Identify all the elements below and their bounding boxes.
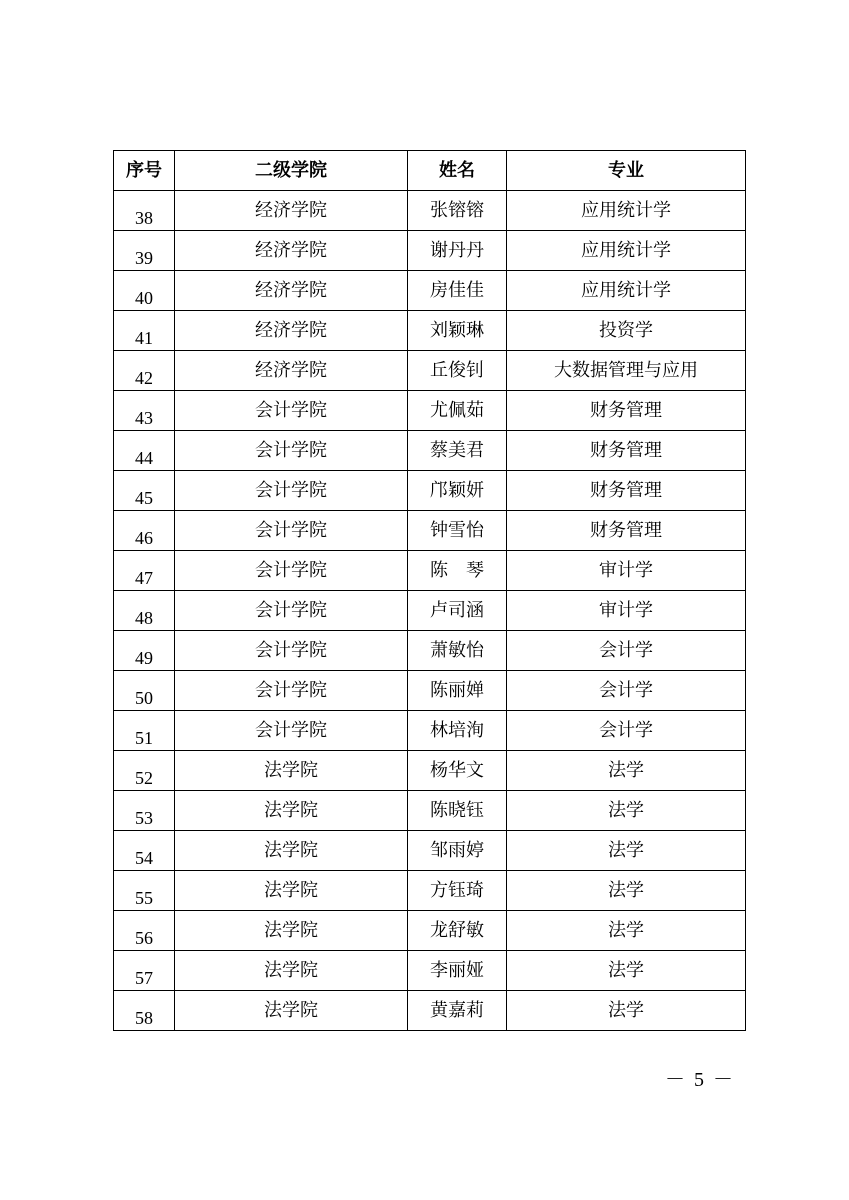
row-name: 杨华文 bbox=[408, 751, 507, 791]
row-name: 谢丹丹 bbox=[408, 231, 507, 271]
table-row bbox=[114, 551, 746, 591]
row-name: 邝颖妍 bbox=[408, 471, 507, 511]
row-major: 法学 bbox=[507, 791, 746, 831]
row-college: 会计学院 bbox=[175, 551, 408, 591]
row-number: 53 bbox=[114, 791, 175, 831]
row-college: 经济学院 bbox=[175, 271, 408, 311]
row-college: 法学院 bbox=[175, 991, 408, 1031]
table-row bbox=[114, 631, 746, 671]
roster-table bbox=[113, 150, 746, 1031]
table-row bbox=[114, 351, 746, 391]
row-college: 经济学院 bbox=[175, 231, 408, 271]
row-number: 57 bbox=[114, 951, 175, 991]
row-name: 房佳佳 bbox=[408, 271, 507, 311]
row-name: 刘颖琳 bbox=[408, 311, 507, 351]
row-name: 蔡美君 bbox=[408, 431, 507, 471]
table-row bbox=[114, 831, 746, 871]
row-college: 会计学院 bbox=[175, 591, 408, 631]
row-name: 李丽娅 bbox=[408, 951, 507, 991]
row-major: 大数据管理与应用 bbox=[507, 351, 746, 391]
row-major: 审计学 bbox=[507, 591, 746, 631]
row-college: 会计学院 bbox=[175, 671, 408, 711]
row-major: 法学 bbox=[507, 751, 746, 791]
row-college: 法学院 bbox=[175, 751, 408, 791]
page-number: － 5 － bbox=[665, 1069, 735, 1091]
table-row bbox=[114, 671, 746, 711]
row-number: 39 bbox=[114, 231, 175, 271]
row-major: 投资学 bbox=[507, 311, 746, 351]
row-college: 会计学院 bbox=[175, 711, 408, 751]
row-number: 40 bbox=[114, 271, 175, 311]
table-body bbox=[114, 191, 746, 1031]
row-name: 陈 琴 bbox=[408, 551, 507, 591]
row-number: 42 bbox=[114, 351, 175, 391]
row-name: 林培洵 bbox=[408, 711, 507, 751]
row-college: 法学院 bbox=[175, 911, 408, 951]
row-major: 财务管理 bbox=[507, 431, 746, 471]
row-major: 法学 bbox=[507, 951, 746, 991]
row-number: 45 bbox=[114, 471, 175, 511]
table-row bbox=[114, 271, 746, 311]
row-number: 47 bbox=[114, 551, 175, 591]
table-row bbox=[114, 791, 746, 831]
table-row bbox=[114, 231, 746, 271]
row-major: 会计学 bbox=[507, 671, 746, 711]
row-number: 52 bbox=[114, 751, 175, 791]
row-name: 萧敏怡 bbox=[408, 631, 507, 671]
row-college: 经济学院 bbox=[175, 191, 408, 231]
table-row bbox=[114, 911, 746, 951]
row-college: 法学院 bbox=[175, 951, 408, 991]
row-name: 黄嘉莉 bbox=[408, 991, 507, 1031]
row-college: 法学院 bbox=[175, 791, 408, 831]
row-college: 经济学院 bbox=[175, 351, 408, 391]
table-row bbox=[114, 191, 746, 231]
row-major: 法学 bbox=[507, 911, 746, 951]
table-row bbox=[114, 711, 746, 751]
row-number: 58 bbox=[114, 991, 175, 1031]
table-header-row bbox=[114, 151, 746, 191]
row-college: 会计学院 bbox=[175, 391, 408, 431]
row-college: 会计学院 bbox=[175, 471, 408, 511]
row-major: 法学 bbox=[507, 871, 746, 911]
row-major: 财务管理 bbox=[507, 471, 746, 511]
header-major: 专业 bbox=[507, 151, 746, 191]
row-college: 法学院 bbox=[175, 831, 408, 871]
row-number: 44 bbox=[114, 431, 175, 471]
table-row bbox=[114, 751, 746, 791]
row-number: 43 bbox=[114, 391, 175, 431]
table-row bbox=[114, 591, 746, 631]
row-number: 49 bbox=[114, 631, 175, 671]
row-major: 财务管理 bbox=[507, 511, 746, 551]
table-row bbox=[114, 471, 746, 511]
table-row bbox=[114, 871, 746, 911]
row-name: 陈丽婵 bbox=[408, 671, 507, 711]
row-name: 卢司涵 bbox=[408, 591, 507, 631]
row-college: 会计学院 bbox=[175, 631, 408, 671]
table-row bbox=[114, 431, 746, 471]
row-major: 法学 bbox=[507, 991, 746, 1031]
header-name: 姓名 bbox=[408, 151, 507, 191]
row-major: 应用统计学 bbox=[507, 191, 746, 231]
table-row bbox=[114, 311, 746, 351]
row-number: 51 bbox=[114, 711, 175, 751]
table-row bbox=[114, 511, 746, 551]
header-college: 二级学院 bbox=[175, 151, 408, 191]
table-row bbox=[114, 991, 746, 1031]
row-major: 会计学 bbox=[507, 631, 746, 671]
table-row bbox=[114, 951, 746, 991]
row-name: 丘俊钊 bbox=[408, 351, 507, 391]
row-number: 56 bbox=[114, 911, 175, 951]
row-number: 38 bbox=[114, 191, 175, 231]
row-name: 龙舒敏 bbox=[408, 911, 507, 951]
row-college: 会计学院 bbox=[175, 511, 408, 551]
row-major: 会计学 bbox=[507, 711, 746, 751]
row-name: 邹雨婷 bbox=[408, 831, 507, 871]
row-college: 法学院 bbox=[175, 871, 408, 911]
row-number: 46 bbox=[114, 511, 175, 551]
row-name: 张镕镕 bbox=[408, 191, 507, 231]
row-major: 财务管理 bbox=[507, 391, 746, 431]
row-name: 陈晓钰 bbox=[408, 791, 507, 831]
table-row bbox=[114, 391, 746, 431]
row-name: 钟雪怡 bbox=[408, 511, 507, 551]
row-name: 尤佩茹 bbox=[408, 391, 507, 431]
row-major: 审计学 bbox=[507, 551, 746, 591]
row-college: 经济学院 bbox=[175, 311, 408, 351]
row-number: 50 bbox=[114, 671, 175, 711]
row-name: 方钰琦 bbox=[408, 871, 507, 911]
row-major: 应用统计学 bbox=[507, 231, 746, 271]
row-number: 48 bbox=[114, 591, 175, 631]
row-college: 会计学院 bbox=[175, 431, 408, 471]
row-number: 55 bbox=[114, 871, 175, 911]
row-major: 应用统计学 bbox=[507, 271, 746, 311]
row-number: 54 bbox=[114, 831, 175, 871]
row-number: 41 bbox=[114, 311, 175, 351]
header-no: 序号 bbox=[114, 151, 175, 191]
row-major: 法学 bbox=[507, 831, 746, 871]
